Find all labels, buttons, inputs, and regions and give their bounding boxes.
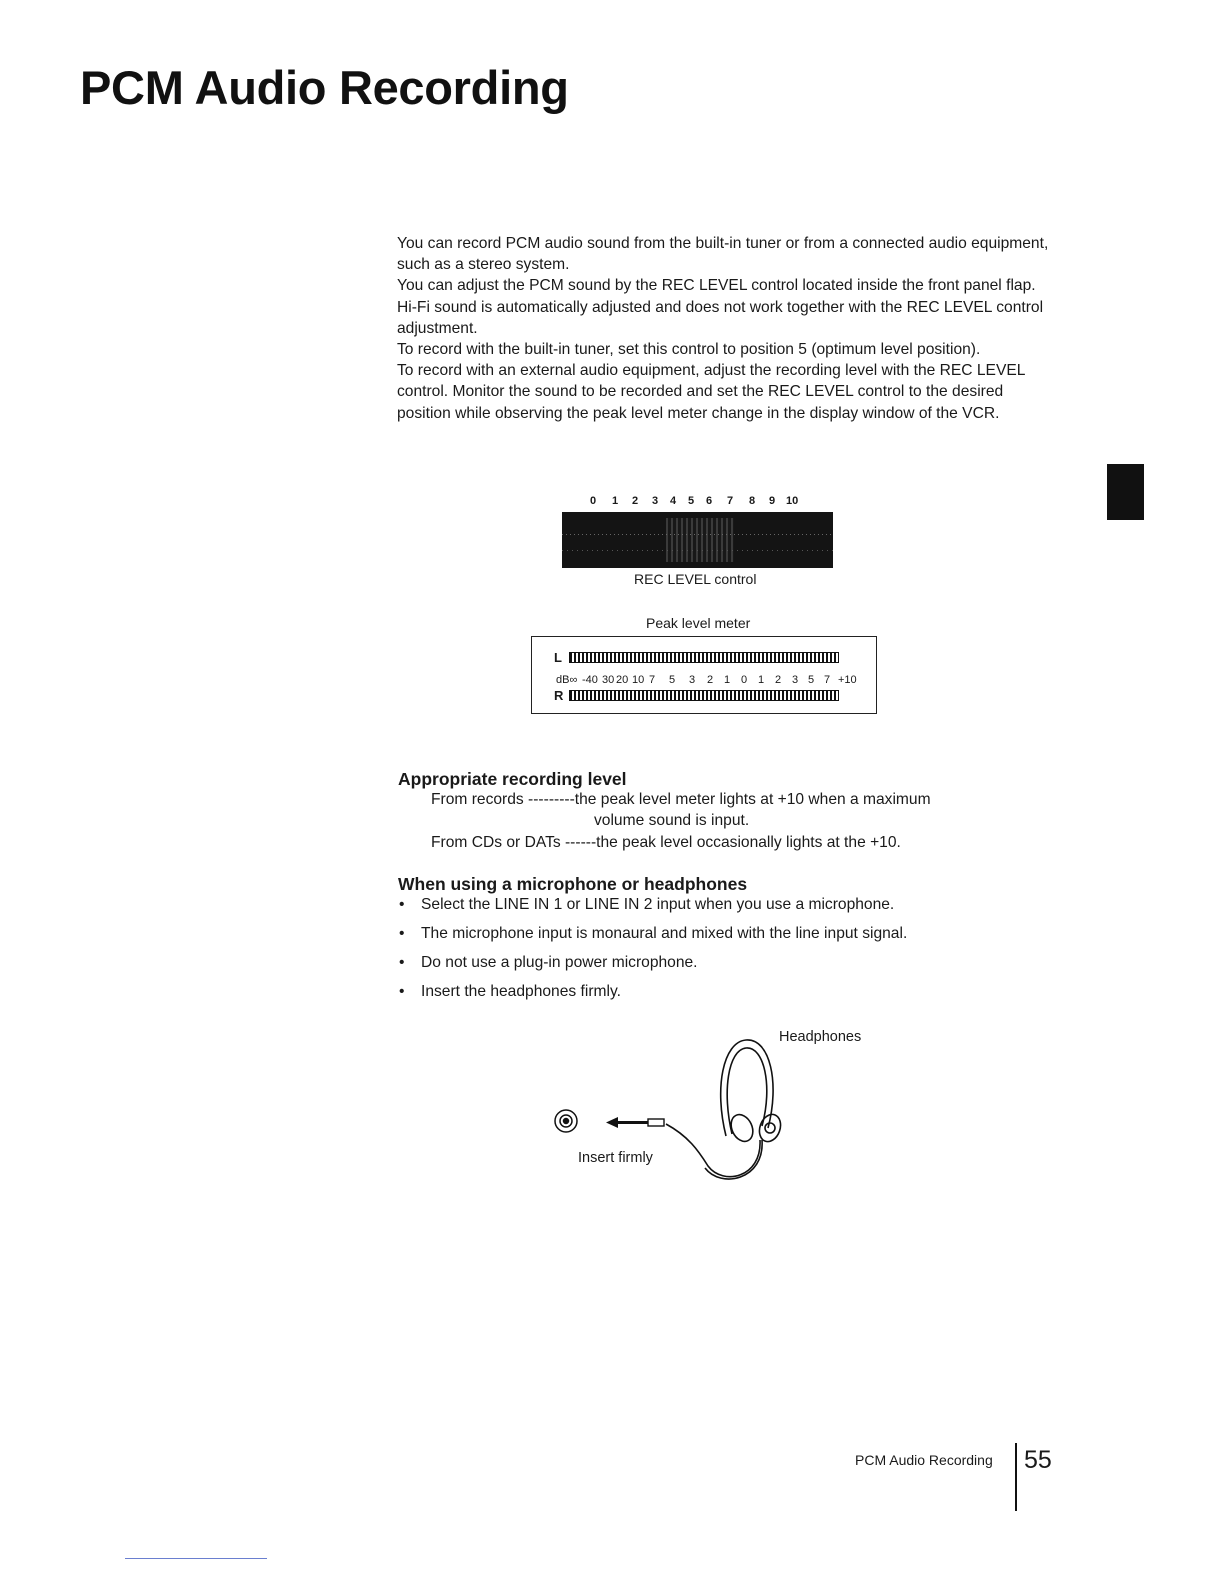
- db-tick: +10: [838, 674, 857, 686]
- right-channel-label: R: [554, 688, 564, 703]
- rec-level-knob: [666, 518, 734, 562]
- left-channel-bar: [569, 652, 839, 663]
- rec-level-tick: 3: [652, 495, 659, 507]
- rec-level-tick: 6: [706, 495, 713, 507]
- insert-firmly-label: Insert firmly: [578, 1150, 653, 1166]
- page-number: 55: [1024, 1446, 1052, 1474]
- db-tick: 20: [616, 674, 629, 686]
- records-level-line-cont: volume sound is input.: [594, 812, 750, 829]
- rec-level-scale: [587, 495, 811, 511]
- list-item: • The microphone input is monaural and mixed with the line input signal.: [399, 925, 908, 942]
- left-channel-label: L: [554, 650, 562, 665]
- cds-dats-level-line: From CDs or DATs ------the peak level occasionally lights at the +10.: [431, 834, 901, 851]
- rec-level-tick: 1: [612, 495, 619, 507]
- rec-level-tick: 9: [769, 495, 776, 507]
- db-tick: 1: [724, 674, 731, 686]
- db-tick: dB∞: [556, 674, 578, 686]
- rec-level-tick: 7: [727, 495, 734, 507]
- headphones-icon: [666, 1040, 784, 1179]
- peak-level-meter: [531, 636, 877, 714]
- list-item: • Do not use a plug-in power microphone.: [399, 954, 698, 971]
- intro-paragraph: You can record PCM audio sound from the built-in tuner or from a connected audio equipment, such as a stereo system.: [397, 235, 1049, 274]
- section-tab-marker: [1107, 464, 1144, 520]
- db-tick: 7: [649, 674, 656, 686]
- db-tick: 0: [741, 674, 748, 686]
- rec-level-tick: 5: [688, 495, 695, 507]
- footer-section-label: PCM Audio Recording: [855, 1452, 993, 1468]
- bottom-rule: [125, 1558, 267, 1559]
- rec-level-control-illustration: [562, 512, 833, 568]
- list-item: • Insert the headphones firmly.: [399, 983, 621, 1000]
- db-tick: 30: [602, 674, 615, 686]
- list-item: • Select the LINE IN 1 or LINE IN 2 input when you use a microphone.: [399, 896, 895, 913]
- intro-paragraph: To record with an external audio equipment, adjust the recording level with the REC LEVEL control. Monitor the sound to be recorded and set the REC LEVEL control to the desired position while observing the peak level meter change in the display window of the VCR.: [397, 362, 1025, 422]
- rec-level-tick: 8: [749, 495, 756, 507]
- page-title: PCM Audio Recording: [80, 61, 569, 114]
- rec-level-tick: 2: [632, 495, 639, 507]
- intro-paragraph: To record with the built-in tuner, set this control to position 5 (optimum level position).: [397, 341, 981, 359]
- db-tick: 7: [824, 674, 831, 686]
- rec-level-caption: REC LEVEL control: [634, 571, 757, 587]
- rec-level-tick: 4: [670, 495, 677, 507]
- db-tick: 3: [792, 674, 799, 686]
- right-channel-bar: [569, 690, 839, 701]
- db-tick: 2: [707, 674, 714, 686]
- appropriate-level-heading: Appropriate recording level: [398, 769, 627, 789]
- headphones-label: Headphones: [779, 1029, 862, 1045]
- headphone-jack-icon: [555, 1110, 577, 1132]
- db-tick: 10: [632, 674, 645, 686]
- rec-level-tick: 10: [786, 495, 799, 507]
- intro-paragraph: You can adjust the PCM sound by the REC LEVEL control located inside the front panel flap. Hi-Fi sound is automatically adjusted and does not work together with the REC LEVEL control adjustment.: [397, 277, 1044, 337]
- records-level-line: From records ---------the peak level meter lights at +10 when a maximum: [431, 791, 931, 808]
- db-tick: 1: [758, 674, 765, 686]
- db-tick: 5: [669, 674, 676, 686]
- footer-divider: [1015, 1443, 1017, 1511]
- db-tick: 2: [775, 674, 782, 686]
- db-scale: [556, 674, 856, 688]
- microphone-heading: When using a microphone or headphones: [398, 874, 748, 894]
- db-tick: 3: [689, 674, 696, 686]
- peak-meter-caption: Peak level meter: [646, 615, 751, 631]
- db-tick: 5: [808, 674, 815, 686]
- intro-text: [397, 233, 1057, 424]
- db-tick: -40: [582, 674, 598, 686]
- rec-level-tick: 0: [590, 495, 597, 507]
- plug-icon: [606, 1117, 664, 1128]
